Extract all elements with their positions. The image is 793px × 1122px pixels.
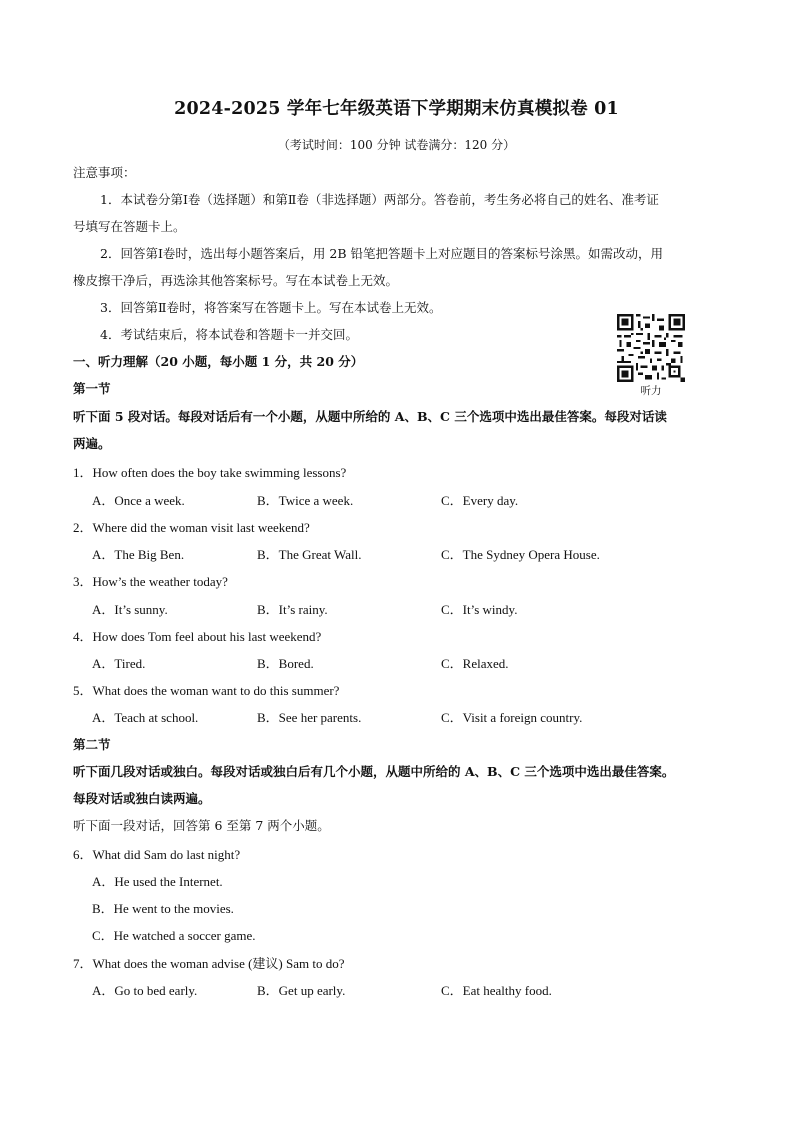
question-2-option-a: A．The Big Ben. — [92, 547, 185, 562]
note-item-1-line-2: 号填写在答题卡上。 — [73, 219, 186, 234]
question-7-option-c: C．Eat healthy food. — [441, 983, 552, 998]
part-heading-2: 第二节 — [73, 737, 111, 752]
note-item-2-line-1: 2．回答第Ⅰ卷时，选出每小题答案后，用 2B 铅笔把答题卡上对应题目的答案标号涂黑。如需改动，用 — [100, 246, 663, 261]
question-3-option-a: A．It’s sunny. — [92, 602, 168, 617]
page-title: 2024-2025 学年七年级英语下学期期末仿真模拟卷 01 — [174, 99, 619, 119]
note-item-2-line-2: 橡皮擦干净后，再选涂其他答案标号。写在本试卷上无效。 — [73, 273, 399, 288]
part-1-instruction-line-2: 两遍。 — [73, 436, 111, 451]
question-4-option-a: A．Tired. — [92, 656, 146, 671]
question-5-option-a: A．Teach at school. — [92, 710, 199, 725]
question-1-option-c: C．Every day. — [441, 493, 519, 508]
qr-label: 听力 — [640, 385, 662, 397]
question-4-option-b: B．Bored. — [257, 656, 314, 671]
question-3-option-c: C．It’s windy. — [441, 602, 518, 617]
notes-heading: 注意事项： — [73, 165, 136, 180]
question-2-option-b: B．The Great Wall. — [257, 547, 362, 562]
question-3-option-b: B．It’s rainy. — [257, 602, 328, 617]
question-1-option-a: A．Once a week. — [92, 493, 185, 508]
question-1-stem: 1．How often does the boy take swimming lessons? — [73, 465, 347, 480]
question-2-stem: 2．Where did the woman visit last weekend? — [73, 520, 310, 535]
note-item-3: 3．回答第Ⅱ卷时，将答案写在答题卡上。写在本试卷上无效。 — [100, 300, 442, 315]
section-heading-listening: 一、听力理解（20 小题，每小题 1 分，共 20 分） — [73, 354, 364, 369]
part-heading-1: 第一节 — [73, 381, 111, 396]
part-2-instruction-line-2: 每段对话或独白读两遍。 — [73, 791, 211, 806]
question-5-option-c: C．Visit a foreign country. — [441, 710, 583, 725]
part-2-sub-instruction: 听下面一段对话，回答第 6 至第 7 两个小题。 — [73, 818, 330, 833]
part-2-instruction-line-1: 听下面几段对话或独白。每段对话或独白后有几个小题，从题中所给的 A、B、C 三个选项中选出最佳答案。 — [73, 764, 675, 779]
question-6-option-c: C．He watched a soccer game. — [92, 928, 256, 943]
part-1-instruction-line-1: 听下面 5 段对话。每段对话后有一个小题，从题中所给的 A、B、C 三个选项中选出最佳答案。每段对话读 — [73, 409, 667, 424]
qr-code[interactable] — [617, 314, 685, 382]
question-7-stem: 7．What does the woman advise (建议) Sam to do? — [73, 956, 345, 971]
question-3-stem: 3．How’s the weather today? — [73, 574, 228, 589]
question-6-option-a: A．He used the Internet. — [92, 874, 223, 889]
question-1-option-b: B．Twice a week. — [257, 493, 354, 508]
question-7-option-a: A．Go to bed early. — [92, 983, 198, 998]
question-5-stem: 5．What does the woman want to do this summer? — [73, 683, 340, 698]
question-6-stem: 6．What did Sam do last night? — [73, 847, 241, 862]
question-5-option-b: B．See her parents. — [257, 710, 362, 725]
note-item-1-line-1: 1．本试卷分第Ⅰ卷（选择题）和第Ⅱ卷（非选择题）两部分。答卷前，考生务必将自己的姓名、准考证 — [100, 192, 659, 207]
question-2-option-c: C．The Sydney Opera House. — [441, 547, 600, 562]
exam-info: （考试时间：100 分钟 试卷满分：120 分） — [277, 138, 516, 152]
note-item-4: 4．考试结束后，将本试卷和答题卡一并交回。 — [100, 327, 358, 342]
question-6-option-b: B．He went to the movies. — [92, 901, 234, 916]
question-4-stem: 4．How does Tom feel about his last weekend? — [73, 629, 322, 644]
question-4-option-c: C．Relaxed. — [441, 656, 509, 671]
question-7-option-b: B．Get up early. — [257, 983, 346, 998]
